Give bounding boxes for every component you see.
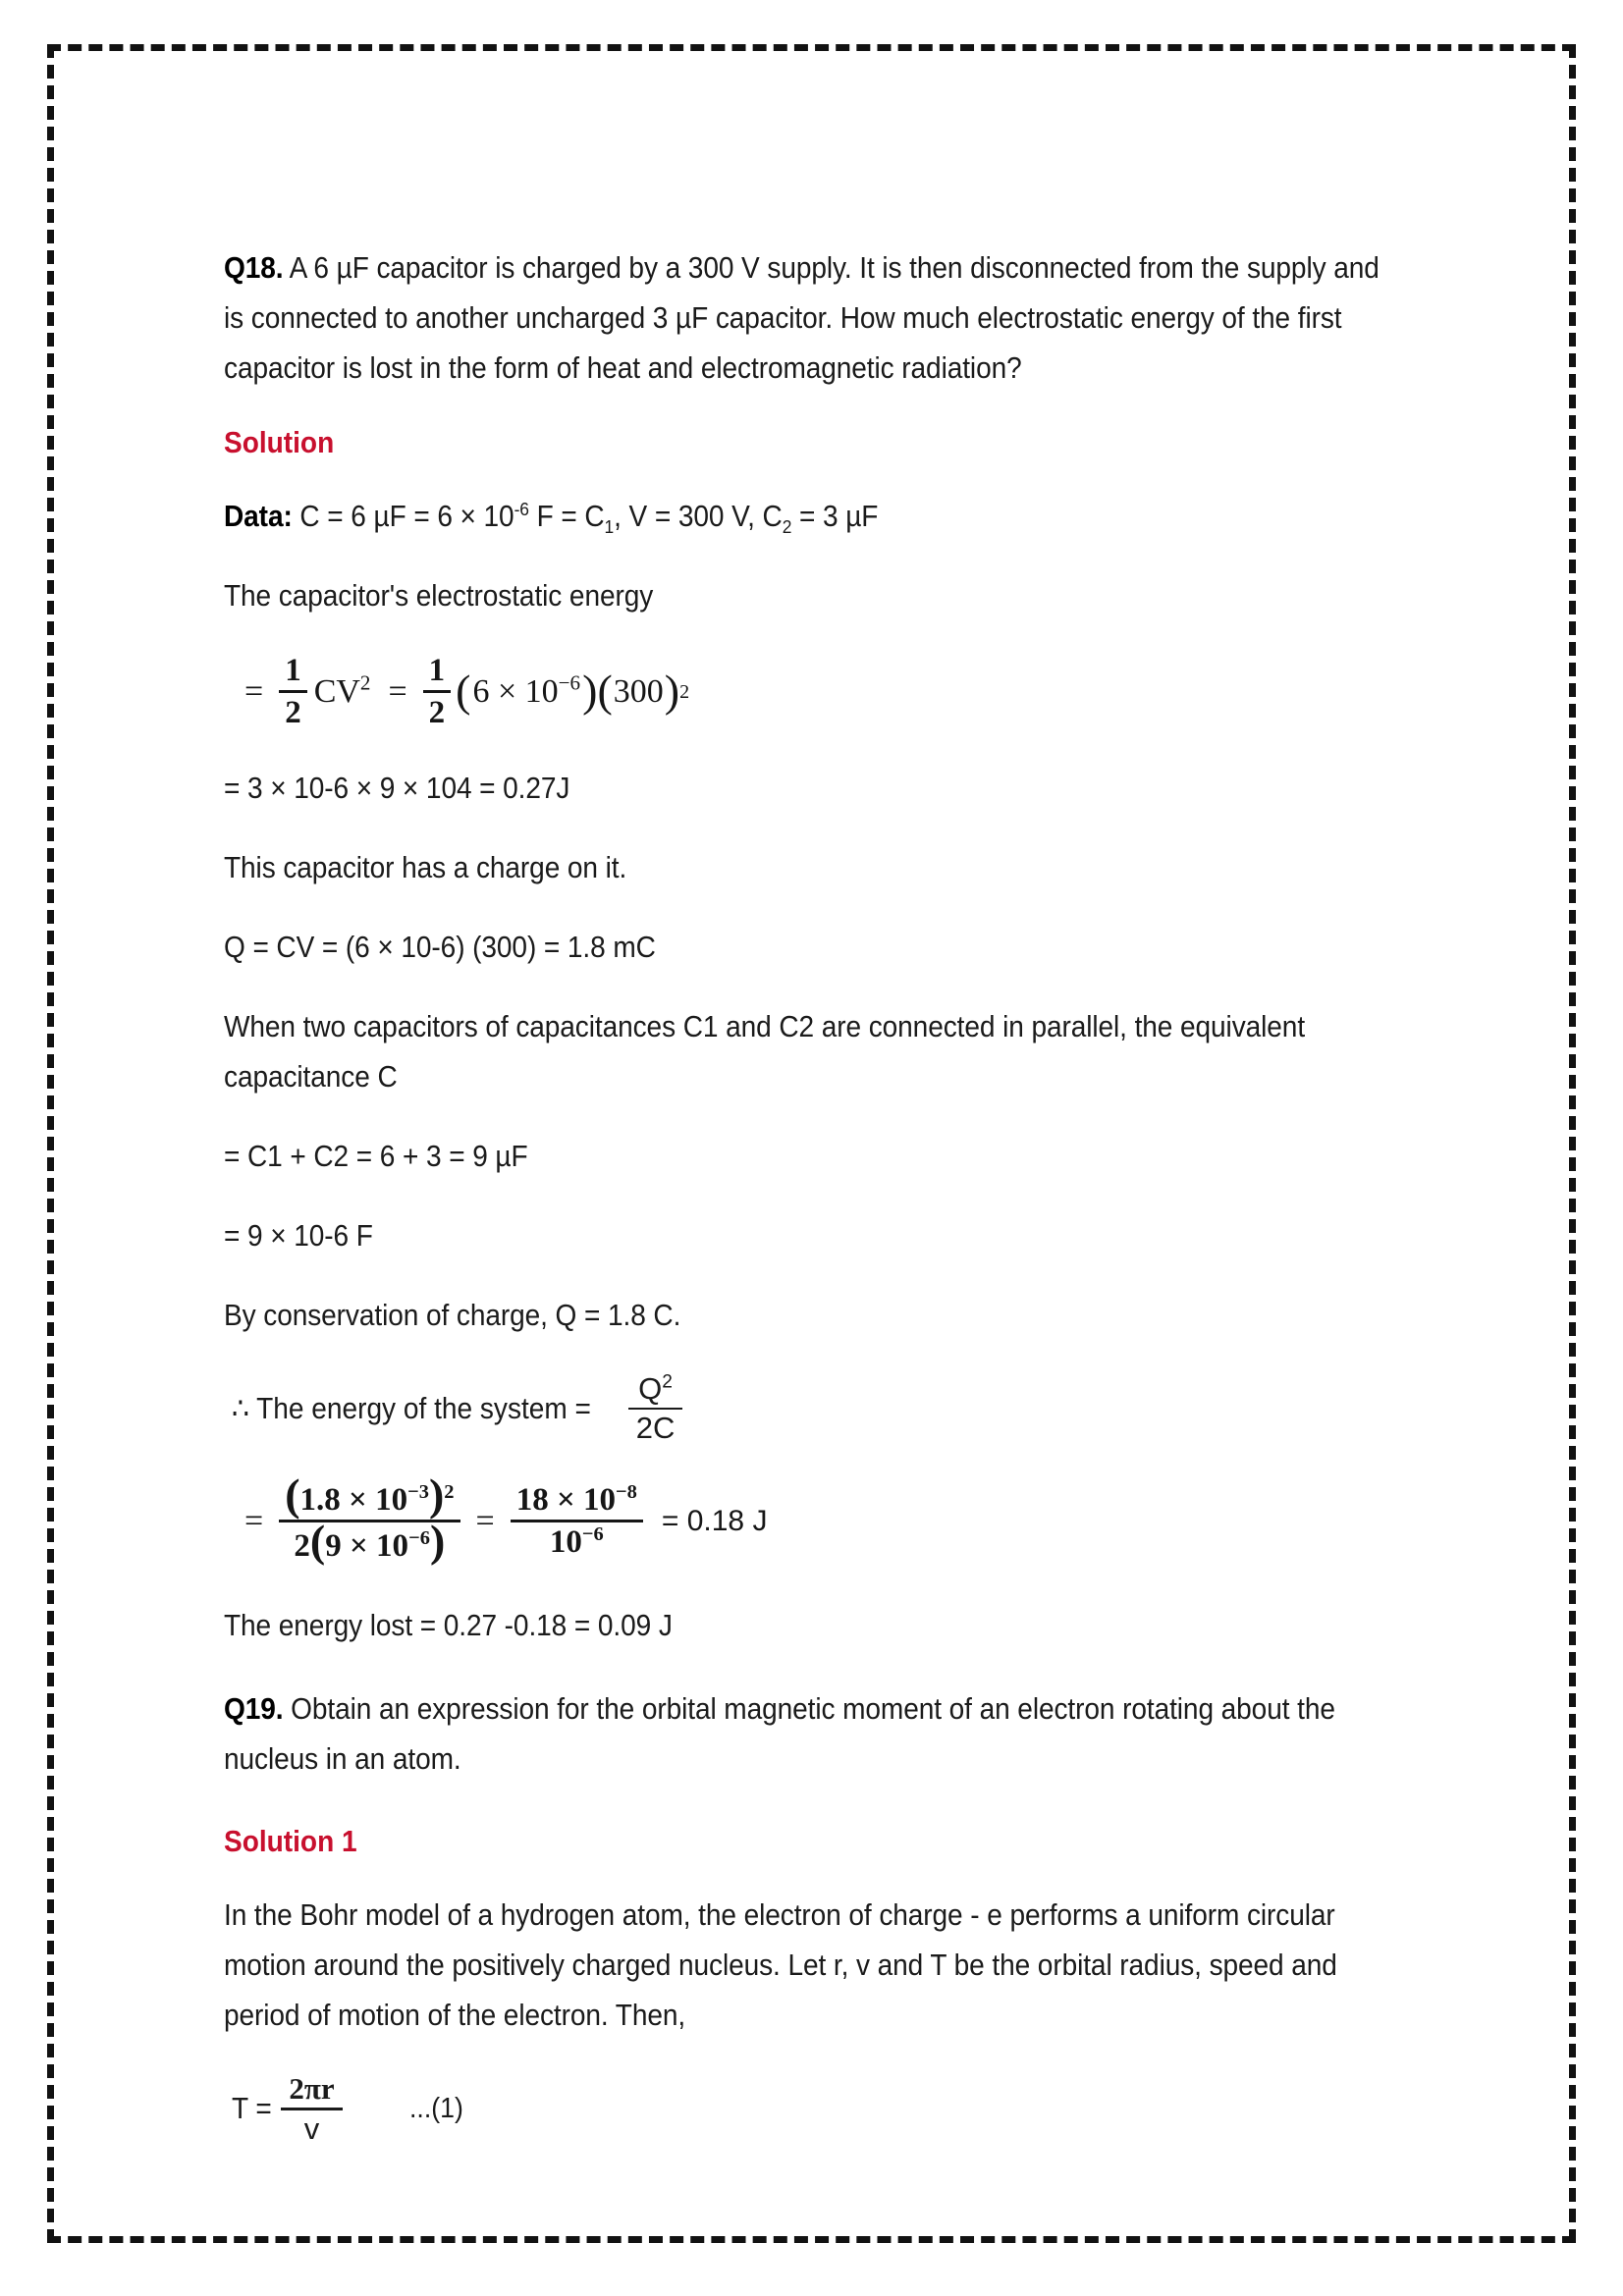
q18-charge-equation: Q = CV = (6 × 10-6) (300) = 1.8 mC [224,931,656,965]
eq1-inner-term: 6 × 10 [472,672,559,710]
q18-parallel-text: When two capacitors of capacitances C1 and C2 are connected in parallel, the equivalent capacitance C [224,1010,1306,1095]
equation-energy-of-system [224,1370,1392,1447]
eq2-f1-num-body: 1.8 × 10 [299,1482,408,1519]
energy-system-numerator [630,1370,680,1408]
eq1-inner-exponent: −6 [558,670,581,695]
eq2-fraction-1 [279,1469,460,1566]
q18-question-text: A 6 µF capacitor is charged by a 300 V supply. It is then disconnected from the supply and is connected to another uncharged 3 µF capacitor. How much electrostatic energy of the first capacitor is lost in the form of heat and electromagnetic radiation? [224,251,1380,385]
eq2-fraction-2 [511,1480,643,1562]
q18-ceq-line-2: = 9 × 10-6 F [224,1219,373,1254]
q19-bohr-text: In the Bohr model of a hydrogen atom, the electron of charge - e performs a uniform circular motion around the positively charged nucleus. Let r, v and T be the orbital radius, speed and period of motion of the electron. Then, [224,1898,1337,2033]
eq2-f1-den-lead: 2 [294,1527,310,1564]
eq2-f1-den-paren-open: ( [309,1515,326,1566]
eq2-f2-denominator [544,1522,610,1562]
eq3-fraction [281,2070,342,2147]
q18-question [224,243,1392,394]
energy-system-fraction [628,1370,683,1447]
eq2-f1-den-exponent: −6 [408,1526,430,1549]
eq2-f1-num-paren-close: ) [428,1469,445,1521]
q19-question-text: Obtain an expression for the orbital magnetic moment of an electron rotating about the nucleus in an atom. [224,1692,1335,1777]
eq2-f1-denominator [288,1515,451,1566]
eq1-frac-b-num: 1 [428,653,446,688]
eq1-paren-open: ( [456,666,471,717]
energy-system-num-exponent: 2 [662,1371,673,1393]
eq1-equals-b: = [388,672,407,710]
data-pre: C = 6 µF = 6 × 10 [292,500,514,533]
eq2-equals-a: = [244,1502,264,1539]
eq2-f1-num-exponent: −3 [407,1481,429,1504]
eq3-numerator: 2πr [289,2071,335,2107]
eq2-result: = 0.18 J [661,1504,768,1537]
eq2-f1-numerator [279,1469,460,1521]
eq2-equals-b: = [475,1502,495,1539]
eq2-f2-den-body: 10 [549,1523,582,1560]
eq1-paren-close: ) [582,666,598,717]
data-sub-1: 1 [604,517,615,539]
eq1-cv-exponent: 2 [359,670,371,695]
data-label: Data: [224,500,293,533]
energy-system-denominator: 2C [635,1411,676,1446]
q19-label: Q19. [224,1692,284,1727]
equation-energy-evaluation [224,1469,1392,1566]
eq3-denominator: v [303,2110,320,2146]
q18-energy-lost: The energy lost = 0.27 -0.18 = 0.09 J [224,1609,673,1643]
q19-question [224,1684,1392,1785]
eq3-lhs: T = [232,2091,272,2125]
q18-charge-text: This capacitor has a charge on it. [224,851,627,885]
eq2-f2-num-exponent: −8 [616,1481,637,1504]
eq2-f2-numerator [511,1480,643,1520]
document-content [224,243,1392,2176]
eq1-frac-a-den: 2 [285,694,301,730]
eq1-voltage: 300 [613,672,664,710]
q18-energy-intro: The capacitor's electrostatic energy [224,579,654,613]
eq1-fraction-half-a [279,651,307,732]
q19-solution-heading: Solution 1 [224,1825,357,1859]
eq2-f1-den-body: 9 × 10 [325,1527,409,1564]
data-end: = 3 µF [791,500,879,533]
data-mid: F = C [528,500,605,533]
eq1-frac-b-den: 2 [428,694,446,730]
eq2-f1-num-paren-open: ( [285,1469,300,1521]
q18-solution-heading: Solution [224,426,335,459]
equation-period [224,2070,1392,2147]
eq1-equals-a: = [244,672,264,710]
eq2-f1-num-power: 2 [444,1481,455,1504]
eq3-tag: ...(1) [408,2092,463,2124]
eq2-f2-num-body: 18 × 10 [515,1482,616,1519]
equation-energy-formula: = $\frac{1}{2}$ $CV^2$ = $\frac{1}{2}$ ( $6 \times 10^{-6}$ ) ( 300 ) 2 [224,651,1392,732]
eq1-fraction-half-b [423,651,452,732]
eq1-cv: CV [313,672,360,710]
q18-ceq-line-1: = C1 + C2 = 6 + 3 = 9 µF [224,1140,528,1174]
energy-system-prefix: ∴ The energy of the system = [232,1391,591,1425]
data-mid-2: , V = 300 V, C [614,500,783,533]
energy-system-num-base: Q [638,1371,663,1407]
eq1-frac-a-num: 1 [285,653,301,688]
q18-conservation-text: By conservation of charge, Q = 1.8 C. [224,1299,681,1333]
eq2-f1-den-paren-close: ) [429,1515,446,1566]
data-sup-1: -6 [514,499,529,520]
q18-result-line-1: = 3 × 10-6 × 9 × 104 = 0.27J [224,772,570,806]
q18-data-line [224,492,1392,542]
data-sub-2: 2 [782,517,792,539]
eq1-paren2-close: ) [664,666,680,717]
q18-label: Q18. [224,251,284,285]
eq2-f2-den-exponent: −6 [581,1522,604,1545]
eq1-paren2-open: ( [597,666,613,717]
